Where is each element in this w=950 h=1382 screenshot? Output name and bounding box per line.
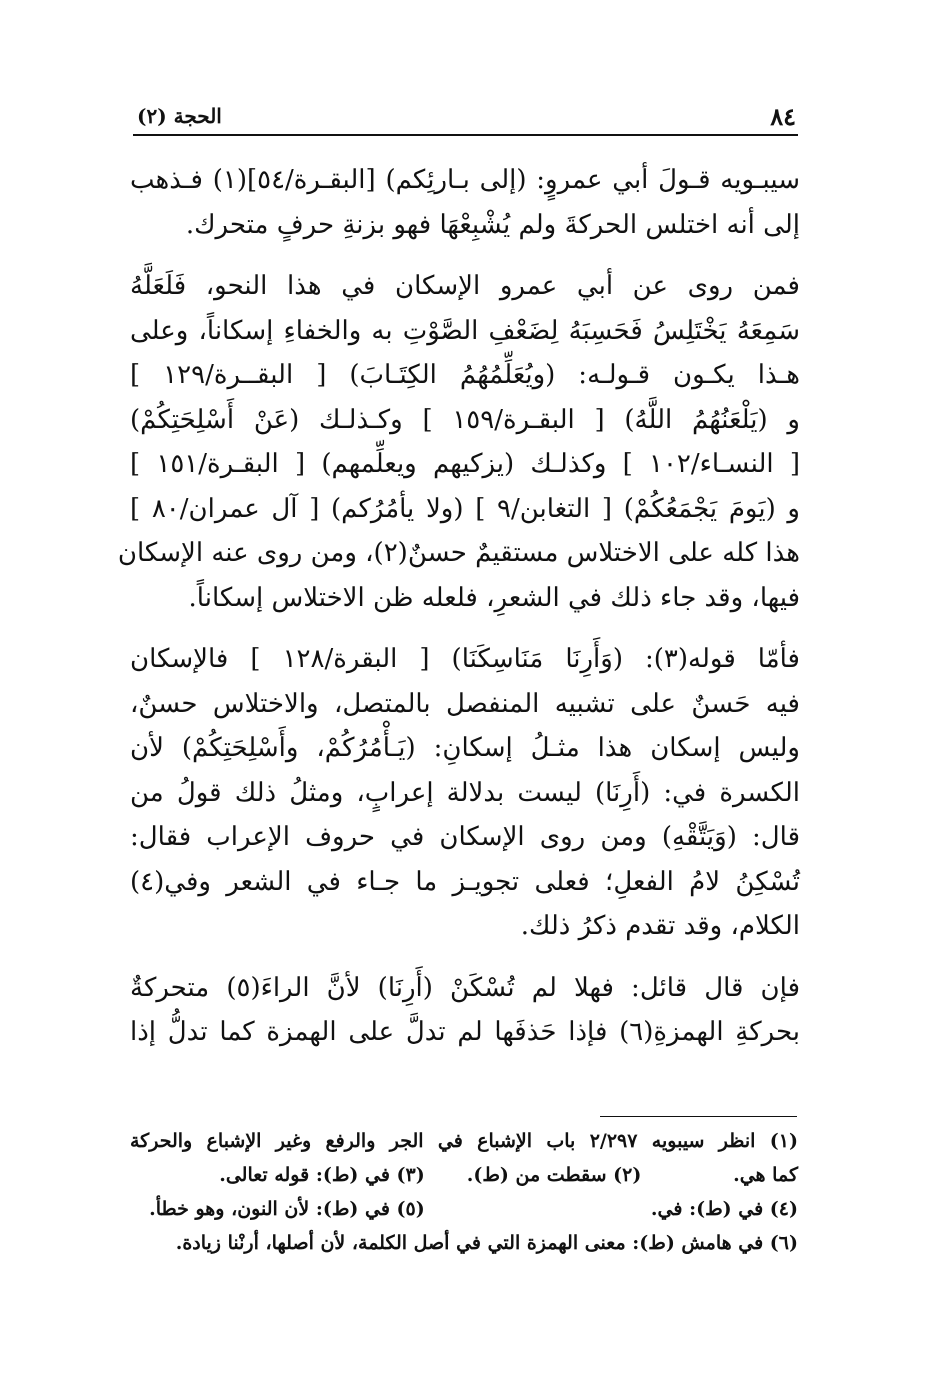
- text-line: الكسرة في: (أَرِنَا) ليست بدلالة إعرابٍ، ومثلُ ذلك قولُ من: [130, 777, 800, 808]
- footnote-1: (١) انظر سيبويه ٢/٢٩٧ باب الإشباع في الجر والرفع وغير الإشباع والحركة: [130, 1130, 798, 1152]
- page-header: [133, 98, 798, 136]
- text-line: هـذا يكـون قـولـه: (ويُعَلِّمُهُمُ الكِتَـابَ) [ البقــرة/١٢٩ ]: [130, 360, 800, 390]
- footnote-5: (٥) في (ط): لأن النون، وهو خطأ.: [149, 1198, 425, 1220]
- text-line: فيه حَسنٌ على تشبيه المنفصل بالمتصل، والاختلاس حسنٌ،: [130, 688, 800, 719]
- footnote-1-cont: كما هي.: [733, 1164, 798, 1186]
- text-line: سَمِعَهُ يَخْتَلِسُ فَحَسِبَهُ لِضَعْفِ الصَّوْتِ به والخفاءِ إسكاناً، وعلى: [130, 315, 800, 346]
- text-line: فمن روى عن أبي عمرو الإسكان في هذا النحو، فَلَعَلَّهُ: [130, 271, 800, 301]
- footnote-2: (٢) سقطت من (ط).: [466, 1164, 642, 1186]
- page-number: ٨٤: [770, 102, 796, 131]
- footnote-3: (٣) في (ط): قوله تعالى.: [219, 1164, 425, 1186]
- footnote-6: (٦) في هامش (ط): معنى الهمزة التي في أصل الكلمة، لأن أصلها، أرنْنا زيادة.: [175, 1232, 798, 1254]
- text-line: [ النسـاء/١٠٢ ] وكذلـك (يزكيهم ويعلِّمهم) [ البقـرة/١٥١ ]: [130, 449, 800, 479]
- main-text: [117, 158, 800, 1072]
- footnote-row: [130, 1192, 798, 1226]
- footnote-4: (٤) في (ط): في.: [650, 1198, 798, 1220]
- text-line: و (يَومَ يَجْمَعُكُمْ) [ التغابن/٩ ] (ولا يأمُرُكم) [ آل عمران/٨٠ ]: [130, 493, 800, 524]
- text-line: و (يَلْعَنُهُمُ اللَّهُ) [ البقـرة/١٥٩ ] وكـذلـك (عَنْ أَسْلِحَتِكُمْ): [130, 404, 800, 435]
- footnotes: [130, 1124, 798, 1260]
- text-line: تُسْكِنُ لامُ الفعلِ؛ فعلى تجويـز ما جـاء في الشعر وفي(٤): [130, 866, 800, 897]
- paragraph: [117, 264, 800, 620]
- text-line: فيها، وقد جاء ذلك في الشعرِ، فلعله ظن الاختلاس إسكاناً.: [188, 582, 800, 613]
- paragraph: [130, 158, 800, 247]
- text-line: فإن قال قائل: فهلا لم تُسْكَنْ (أَرِنَا) لأنَّ الراءَ(٥) متحركةٌ: [130, 972, 800, 1003]
- footnote-row: [130, 1158, 798, 1192]
- text-line: بحركةِ الهمزةِ(٦) فإذا حَذفَها لم تدلَّ على الهمزة كما تدلُّ إذا: [130, 1017, 800, 1047]
- text-line: سيبـويه قـولَ أبي عمروٍ: (إلى بـارئِكم) [البقـرة/٥٤](١) فـذهب: [130, 165, 800, 195]
- text-line: وليس إسكان هذا مثـلُ إسكانِ: (يَـأْمُرُكُمْ، وأَسْلِحَتِكُمْ) لأن: [130, 733, 800, 763]
- running-title: الحجة (٢): [137, 104, 222, 128]
- text-line: هذا كله على الاختلاس مستقيمٌ حسنٌ(٢)، ومن روى عنه الإسكان: [117, 538, 800, 568]
- text-line: إلى أنه اختلس الحركةَ ولم يُشْبِعْهَا فهو بزنةِ حرفٍ متحرك.: [185, 209, 800, 240]
- footnote-separator: [600, 1116, 797, 1117]
- text-line: قال: (وَيَتَّقْهِ) ومن روى الإسكان في حروف الإعراب فقال:: [130, 822, 800, 852]
- text-line: الكلام، وقد تقدم ذكرُ ذلك.: [520, 911, 800, 941]
- paragraph: [130, 966, 800, 1055]
- paragraph: [130, 637, 800, 949]
- text-line: فأمّا قوله(٣): (وَأَرِنَا مَنَاسِكَنَا) [ البقرة/١٢٨ ] فالإسكان: [130, 644, 800, 674]
